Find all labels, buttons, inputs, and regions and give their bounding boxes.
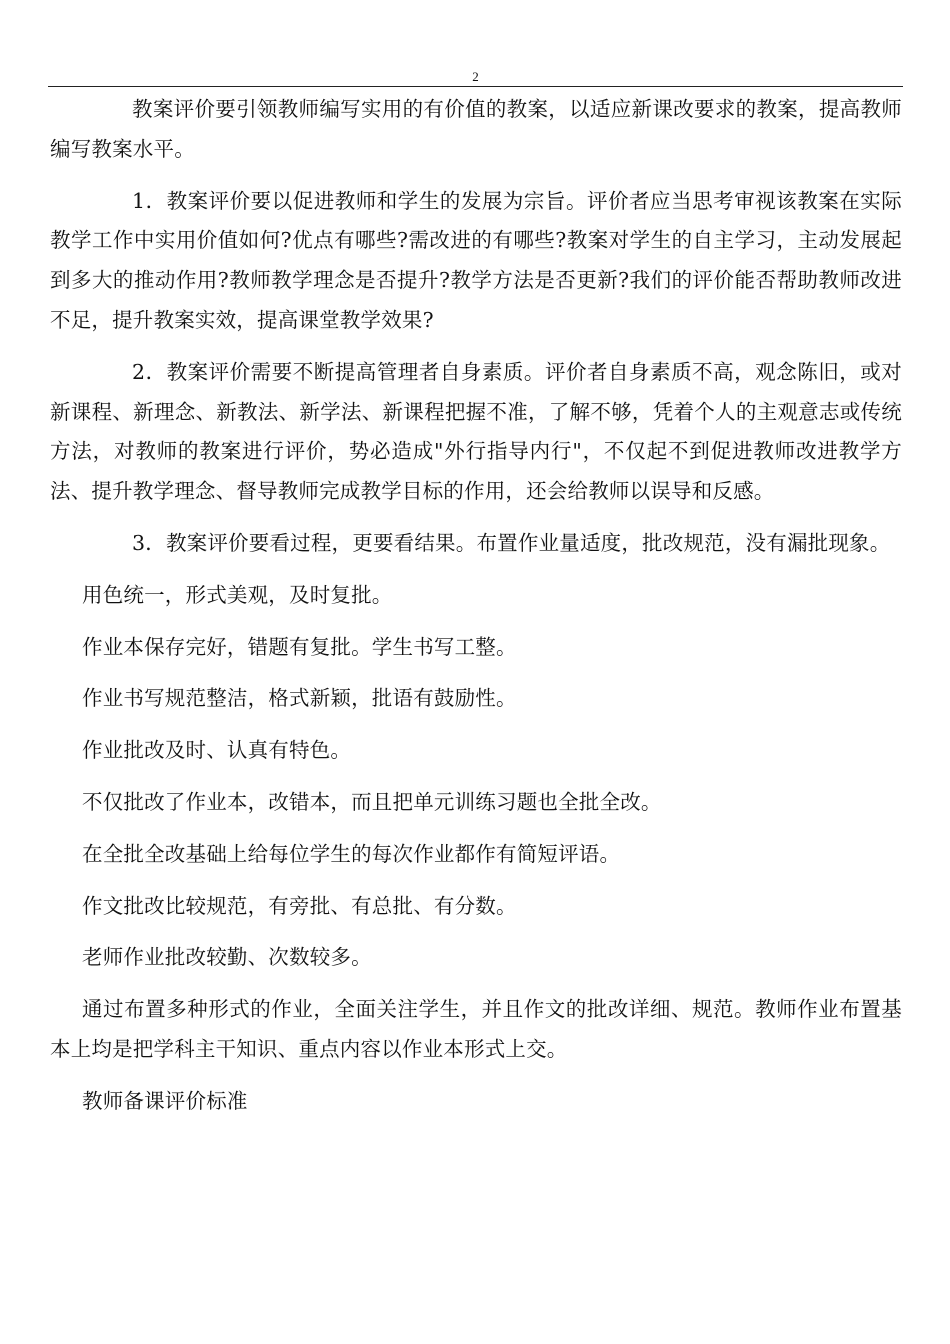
page-header: [48, 70, 903, 87]
document-body: [50, 90, 902, 1122]
list-item: 老师作业批改较勤、次数较多。: [82, 945, 372, 970]
paragraph-point-2: 2．教案评价需要不断提高管理者自身素质。评价者自身素质不高，观念陈旧，或对新课程、新理念、新教法、新学法、新课程把握不准，了解不够，凭着个人的主观意志或传统方法，对教师的教案进行评价，势必造成"外行指导内行"，不仅起不到促进教师改进教学方法、提升教学理念、督导教师完成教学目标的作用，还会给教师以误导和反感。: [50, 359, 902, 504]
paragraph-point-3: 3．教案评价要看过程，更要看结果。布置作业量适度，批改规范，没有漏批现象。: [132, 530, 891, 555]
list-item: 作业批改及时、认真有特色。: [82, 738, 352, 763]
list-item: 不仅批改了作业本，改错本，而且把单元训练习题也全批全改。: [82, 789, 662, 814]
paragraph-homework-summary: 通过布置多种形式的作业，全面关注学生，并且作文的批改详细、规范。教师作业布置基本上均是把学科主干知识、重点内容以作业本形式上交。: [50, 997, 902, 1061]
paragraph-point-1: 1．教案评价要以促进教师和学生的发展为宗旨。评价者应当思考审视该教案在实际教学工作中实用价值如何?优点有哪些?需改进的有哪些?教案对学生的自主学习，主动发展起到多大的推动作用?教师教学理念是否提升?教学方法是否更新?我们的评价能否帮助教师改进不足，提升教案实效，提高课堂教学效果?: [50, 188, 902, 332]
list-item: 作业书写规范整洁，格式新颖，批语有鼓励性。: [82, 686, 517, 711]
list-item: 作文批改比较规范，有旁批、有总批、有分数。: [82, 893, 517, 918]
list-item: 在全批全改基础上给每位学生的每次作业都作有简短评语。: [82, 841, 621, 866]
paragraph-intro: 教案评价要引领教师编写实用的有价值的教案，以适应新课改要求的教案，提高教师编写教案水平。: [50, 97, 902, 161]
list-item: 作业本保存完好，错题有复批。学生书写工整。: [82, 634, 517, 659]
page-number: 2: [472, 69, 479, 84]
list-item: 用色统一，形式美观，及时复批。: [82, 582, 393, 607]
section-heading: 教师备课评价标准: [82, 1088, 248, 1113]
